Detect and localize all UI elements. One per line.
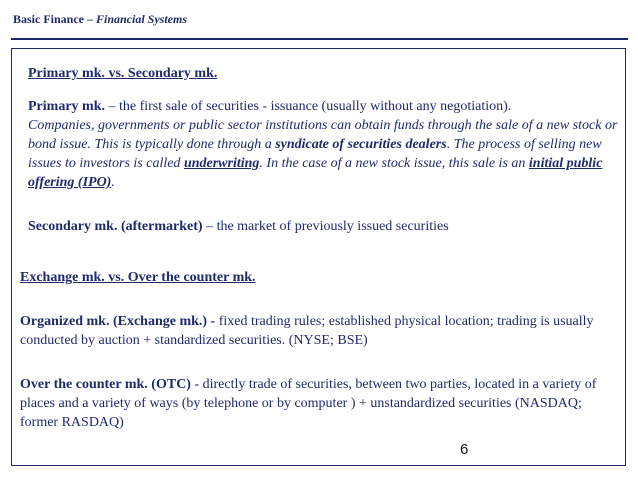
otc-definition: - directly trade of securities, between two parties, located in a variety of places and a variety of ways (by telephone or by computer ) + unstandardized securities (NASDAQ; former RASDAQ) [20,377,597,430]
otc-term: Over the counter mk. (OTC) [20,377,191,392]
secondary-market-paragraph [28,217,620,236]
syndicate-text: syndicate of securities dealers [275,137,447,152]
slide-header [13,12,187,27]
header-title: Basic Finance – [13,12,96,26]
ipo-text: initial public offering (IPO) [28,156,603,190]
otc-market-paragraph [20,375,620,432]
organized-definition: fixed trading rules; established physical location; trading is usually conducted by auction + standardized securities. (NYSE; BSE) [20,314,594,348]
section2-heading: Exchange mk. vs. Over the counter mk. [20,270,256,285]
primary-italic-1: Companies, governments or public sector institutions can obtain funds through the sale of a new stock or bond issue. This is typically done through a [28,118,618,152]
primary-definition: – the first sale of securities - issuance (usually without any negotiation). [104,99,512,114]
page-number: 6 [460,441,469,458]
organized-market-paragraph [20,312,620,350]
primary-italic-2: . The process of selling new issues to investors is called [28,137,602,171]
section1-heading: Primary mk. vs. Secondary mk. [28,66,218,81]
secondary-definition: – the market of previously issued securities [202,219,449,234]
secondary-term: Secondary mk. (aftermarket) [28,219,203,234]
header-divider [11,38,628,40]
primary-italic-3: . In the case of a new stock issue, this sale is an [259,156,529,171]
primary-term: Primary mk. [28,99,105,114]
organized-term: Organized mk. (Exchange mk.) - [20,314,216,329]
primary-italic-4: . [111,175,115,190]
underwriting-text: underwriting [183,156,260,171]
primary-market-paragraph [28,97,620,192]
header-subtitle: Financial Systems [96,12,188,26]
